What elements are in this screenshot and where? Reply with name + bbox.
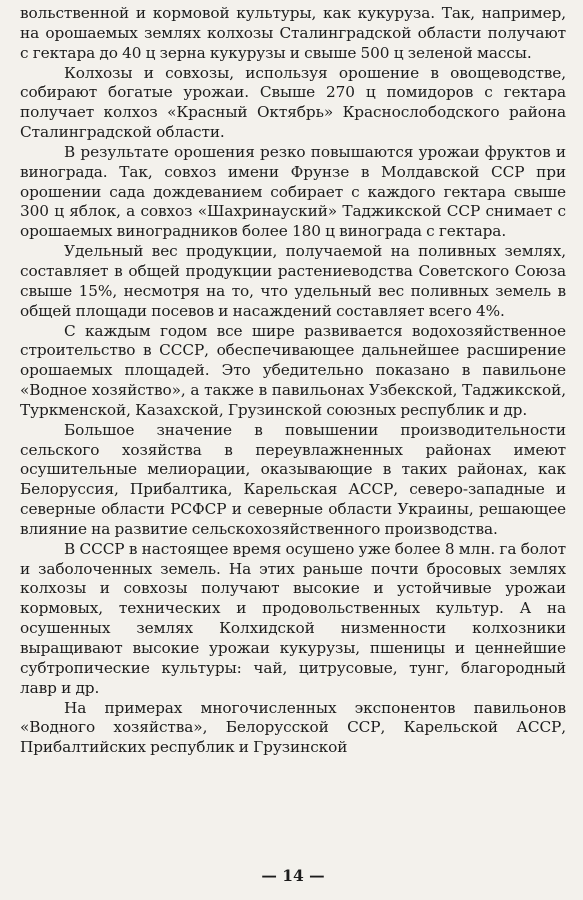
paragraph: В СССР в настоящее время осушено уже более 8 млн. га болот и заболоченных земель. На этих раньше почти бросовых землях колхозы и совхозы получают высокие и устойчивые урожаи кормовых, технических и продовольственных культур. А на осушенных землях Колхидской низменности колхозники выращивают высокие урожаи кукурузы, пшеницы и ценнейшие субтропические культуры: чай, цитрусовые, тунг, благородный лавр и др. xyxy=(20,539,566,697)
paragraph: Колхозы и совхозы, используя орошение в овощеводстве, собирают богатые урожаи. Свыше 270 ц помидоров с гектара получает колхоз «Красный Октябрь» Краснослободского района Сталинградской области. xyxy=(20,63,566,142)
body-text xyxy=(20,4,566,758)
paragraph: С каждым годом все шире развивается водохозяйственное строительство в СССР, обеспечивающее дальнейшее расширение орошаемых площадей. Это убедительно показано в павильоне «Водное хозяйство», а также в павильонах Узбекской, Таджикской, Туркменской, Казахской, Грузинской союзных республик и др. xyxy=(20,321,566,419)
paragraph: На примерах многочисленных экспонентов павильонов «Водного хозяйства», Белорусской ССР, Карельской АССР, Прибалтийских республик и Грузинской xyxy=(20,698,566,757)
paragraph: Большое значение в повышении производительности сельского хозяйства в переувлажненных районах имеют осушительные мелиорации, оказывающие в таких районах, как Белоруссия, Прибалтика, Карельская АССР, северо-западные и северные области РСФСР и северные области Украины, решающее влияние на развитие сельскохозяйственного производства. xyxy=(20,420,566,538)
paragraph: Удельный вес продукции, получаемой на поливных землях, составляет в общей продукции растениеводства Советского Союза свыше 15%, несмотря на то, что удельный вес поливных земель в общей площади посевов и насаждений составляет всего 4%. xyxy=(20,242,566,320)
page-number: — 14 — xyxy=(261,866,325,885)
paragraph: вольственной и кормовой культуры, как кукуруза. Так, например, на орошаемых землях колхозы Сталинградской области получают с гектара до 40 ц зерна кукурузы и свыше 500 ц зеленой массы. xyxy=(20,4,566,62)
book-page xyxy=(20,4,566,896)
paragraph: В результате орошения резко повышаются урожаи фруктов и винограда. Так, совхоз имени Фрунзе в Молдавской ССР при орошении сада дождеванием собирает с каждого гектара свыше 300 ц яблок, а совхоз «Шахринауский» Таджикской ССР снимает с орошаемых виноградников более 180 ц винограда с гектара. xyxy=(20,142,566,241)
